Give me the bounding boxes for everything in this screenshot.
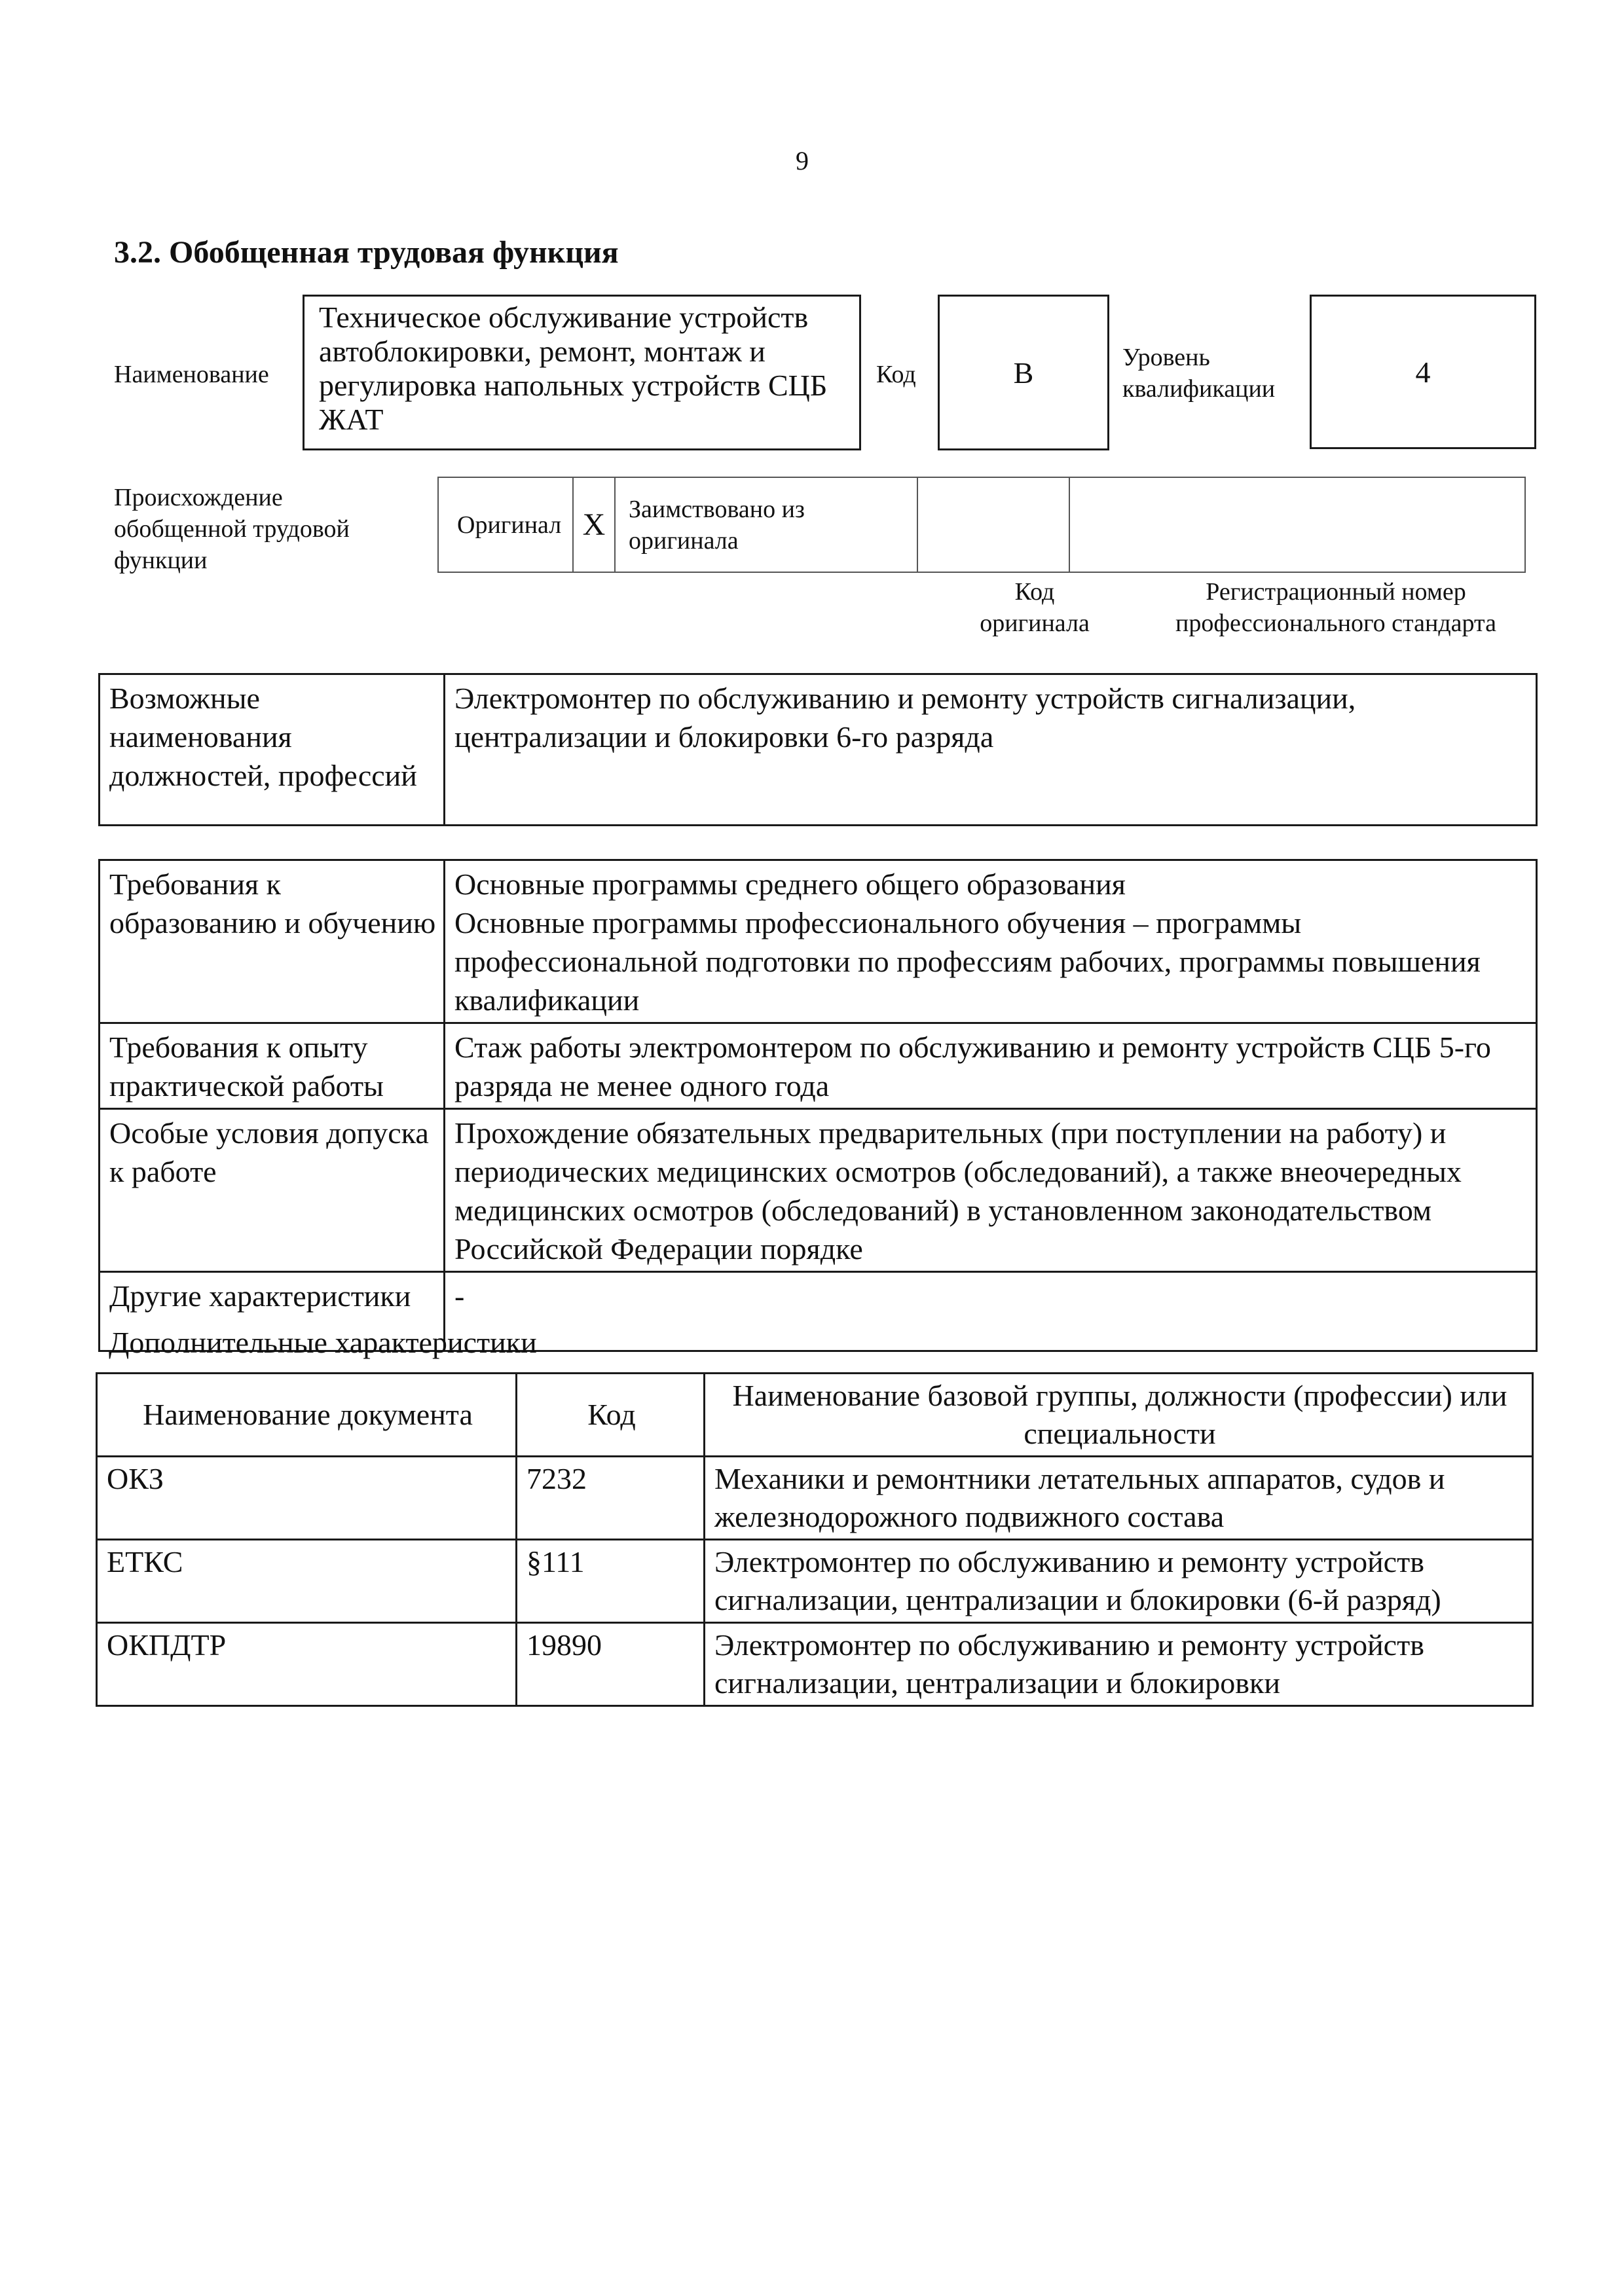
doc-code-cell: 7232	[517, 1457, 705, 1540]
requirement-row	[100, 1109, 1537, 1272]
level-label: Уровень квалификации	[1122, 344, 1276, 403]
requirement-label: Другие характеристики	[100, 1272, 445, 1351]
code-box	[938, 295, 1109, 450]
positions-table	[98, 673, 1538, 826]
requirement-value	[445, 860, 1537, 1023]
doc-name-cell: ЕТКС	[97, 1540, 517, 1623]
function-name-box	[303, 295, 861, 450]
level-box	[1310, 295, 1536, 449]
doc-code-cell: 19890	[517, 1623, 705, 1706]
origin-code-caption: Код оригинала	[980, 578, 1090, 637]
borrowed-label: Заимствовано из оригинала	[629, 495, 805, 555]
name-label: Наименование	[114, 361, 269, 388]
requirement-row	[100, 1023, 1537, 1109]
origin-code-cell	[917, 477, 1069, 572]
code-value: В	[1013, 355, 1034, 390]
header-cell: Наименование базовой группы, должности (профессии) или специальности	[705, 1374, 1533, 1457]
additional-header-row	[97, 1374, 1533, 1457]
positions-value: Электромонтер по обслуживанию и ремонту устройств сигнализации, централизации и блокировки 6-го разряда	[445, 674, 1537, 826]
requirement-value	[445, 1023, 1537, 1109]
origin-regnum-cell	[1069, 477, 1525, 572]
positions-label: Возможные наименования должностей, профессий	[100, 674, 445, 826]
doc-name-cell: ОКЗ	[97, 1457, 517, 1540]
doc-group-cell: Электромонтер по обслуживанию и ремонту устройств сигнализации, централизации и блокировки	[705, 1623, 1533, 1706]
table-row	[97, 1457, 1533, 1540]
original-mark: X	[582, 507, 606, 542]
header-cell: Код	[517, 1374, 705, 1457]
original-label: Оригинал	[457, 511, 562, 539]
doc-group-cell: Электромонтер по обслуживанию и ремонту устройств сигнализации, централизации и блокировки (6-й разряд)	[705, 1540, 1533, 1623]
requirement-line: Стаж работы электромонтером по обслуживанию и ремонту устройств СЦБ 5-го разряда не менее одного года	[454, 1030, 1491, 1102]
borrowed-cell	[615, 477, 917, 572]
original-cell	[438, 477, 573, 572]
doc-code-cell: §111	[517, 1540, 705, 1623]
requirement-label: Особые условия допуска к работе	[100, 1109, 445, 1272]
section-title: 3.2. Обобщенная трудовая функция	[114, 235, 619, 270]
doc-group-cell: Механики и ремонтники летательных аппаратов, судов и железнодорожного подвижного состава	[705, 1457, 1533, 1540]
origin-label: Происхождение обобщенной трудовой функции	[114, 484, 350, 574]
requirement-value	[445, 1109, 1537, 1272]
requirements-table	[98, 859, 1538, 1352]
level-value: 4	[1415, 355, 1431, 389]
requirement-line: Прохождение обязательных предварительных (при поступлении на работу) и периодических медицинских осмотров (обследований), а также внеочередных медицинских осмотров (обследований) в установленном законодательством Российской Федерации порядке	[454, 1116, 1462, 1266]
header-cell: Наименование документа	[97, 1374, 517, 1457]
original-mark-cell	[573, 477, 615, 572]
requirement-value	[445, 1272, 1537, 1351]
requirement-label: Требования к опыту практической работы	[100, 1023, 445, 1109]
origin-table	[437, 477, 1526, 573]
requirement-line: Основные программы среднего общего образования	[454, 867, 1126, 901]
additional-title: Дополнительные характеристики	[109, 1326, 537, 1359]
additional-table	[96, 1372, 1534, 1707]
function-name-value: Техническое обслуживание устройств автоблокировки, ремонт, монтаж и регулировка напольных устройств СЦБ ЖАТ	[319, 301, 828, 436]
requirement-row	[100, 860, 1537, 1023]
origin-regnum-caption: Регистрационный номер профессионального стандарта	[1175, 578, 1496, 637]
doc-name-cell: ОКПДТР	[97, 1623, 517, 1706]
requirement-line: Основные программы профессионального обучения – программы профессиональной подготовки по профессиям рабочих, программы повышения квалификации	[454, 906, 1481, 1017]
code-label: Код	[876, 361, 916, 388]
page-number: 9	[796, 146, 809, 175]
requirement-label: Требования к образованию и обучению	[100, 860, 445, 1023]
table-row	[97, 1540, 1533, 1623]
requirement-line: -	[454, 1279, 465, 1313]
table-row	[97, 1623, 1533, 1706]
